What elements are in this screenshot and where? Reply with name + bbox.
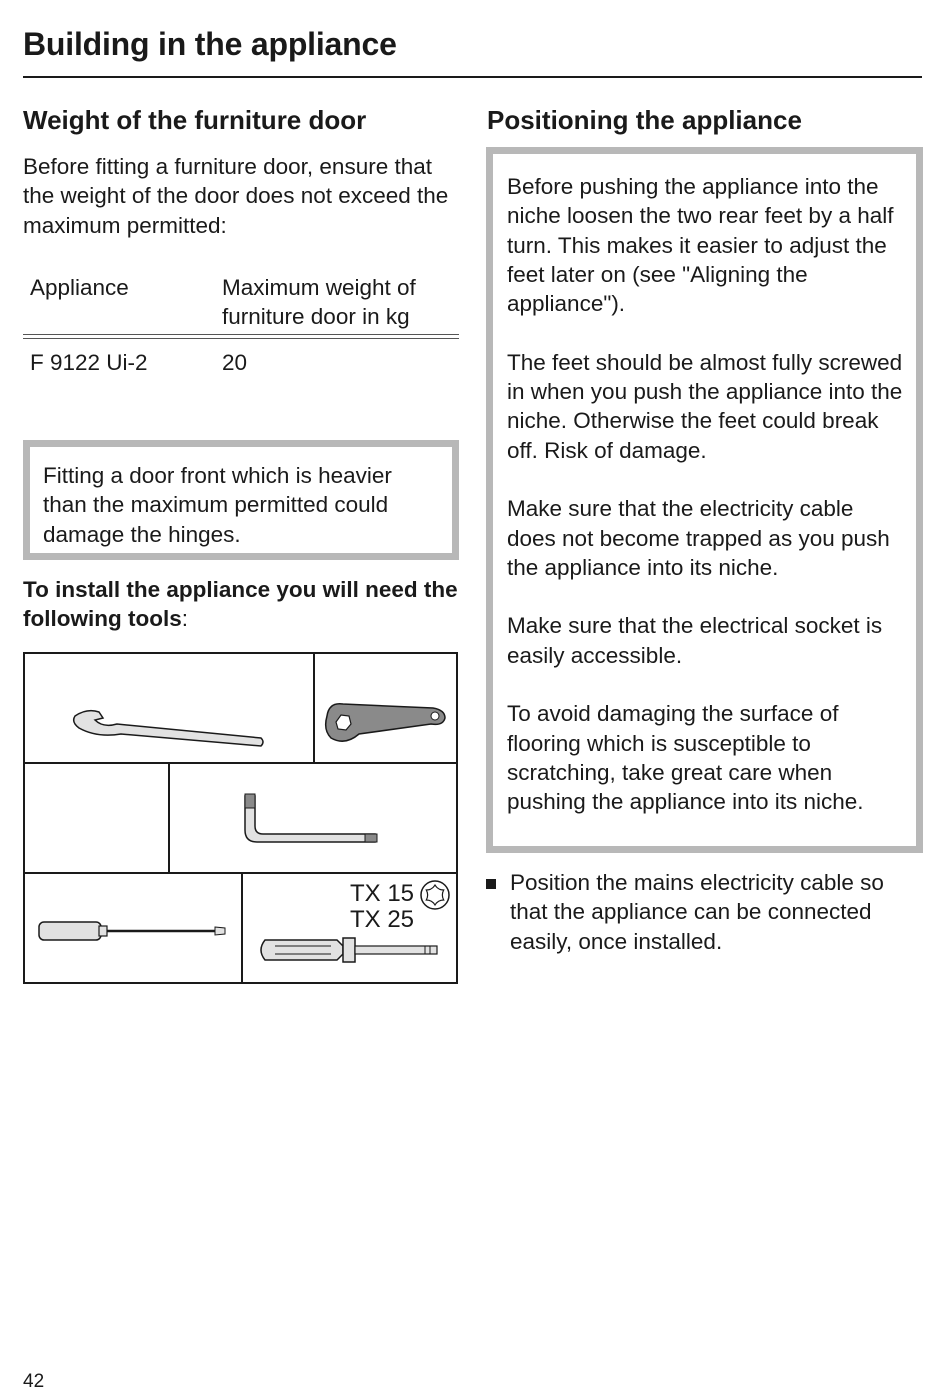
- flat-screwdriver-icon: [39, 922, 225, 940]
- col-appliance-header: Appliance: [30, 275, 129, 300]
- title-rule: [23, 76, 922, 78]
- positioning-heading: Positioning the appliance: [487, 105, 802, 135]
- torx-label-15: TX 15: [350, 880, 415, 907]
- weight-table-header: [23, 273, 459, 331]
- torx-screwdriver-icon: [261, 938, 437, 962]
- page-number: 42: [23, 1371, 45, 1390]
- bullet-square-icon: [486, 879, 496, 889]
- table-double-rule: [23, 334, 459, 339]
- tools-heading-text: To install the appliance you will need the following tools: [23, 577, 458, 632]
- note-socket-accessible: Make sure that the electrical socket is easily accessible.: [507, 613, 883, 668]
- weight-intro: Before fitting a furniture door, ensure that the weight of the door does not exceed the maximum permitted:: [23, 154, 449, 238]
- tools-grid: [25, 654, 456, 982]
- tools-heading: [23, 575, 463, 634]
- cable-position-instruction: Position the mains electricity cable so that the appliance can be connected easily, once installed.: [510, 870, 884, 954]
- max-weight-value: 20: [222, 350, 248, 375]
- tools-illustration: [23, 652, 458, 984]
- weight-table: [23, 273, 459, 377]
- note-rear-feet: Before pushing the appliance into the niche loosen the two rear feet by a half turn. This makes it easier to adjust the feet later on (see "Aligning the appliance").: [507, 174, 894, 317]
- tools-heading-colon: :: [181, 606, 188, 632]
- note-flooring: To avoid damaging the surface of flooring which is susceptible to scratching, take great care when pushing the appliance into its niche.: [507, 701, 864, 815]
- table-row: [23, 348, 459, 377]
- col-max-weight-header: Maximum weight of furniture door in kg: [222, 275, 416, 329]
- note-feet-screwed: The feet should be almost fully screwed in when you push the appliance into the niche. Otherwise the feet could break off. Risk of damage.: [507, 349, 903, 463]
- torx-star-icon: [421, 881, 449, 909]
- torx-label-25: TX 25: [350, 906, 415, 933]
- torx-key-icon: [245, 794, 377, 842]
- list-item: [486, 868, 926, 956]
- hinge-warning-box: [23, 440, 459, 560]
- positioning-notes-box: [486, 147, 923, 853]
- appliance-model: F 9122 Ui-2: [30, 350, 148, 375]
- ring-spanner-icon: [326, 704, 445, 741]
- weight-heading: Weight of the furniture door: [23, 105, 367, 135]
- note-cable-trapped: Make sure that the electricity cable does not become trapped as you push the appliance into its niche.: [507, 496, 890, 580]
- open-end-wrench-icon: [74, 711, 263, 746]
- page-title: Building in the appliance: [23, 26, 397, 62]
- hinge-warning-text: Fitting a door front which is heavier than the maximum permitted could damage the hinges.: [43, 463, 392, 547]
